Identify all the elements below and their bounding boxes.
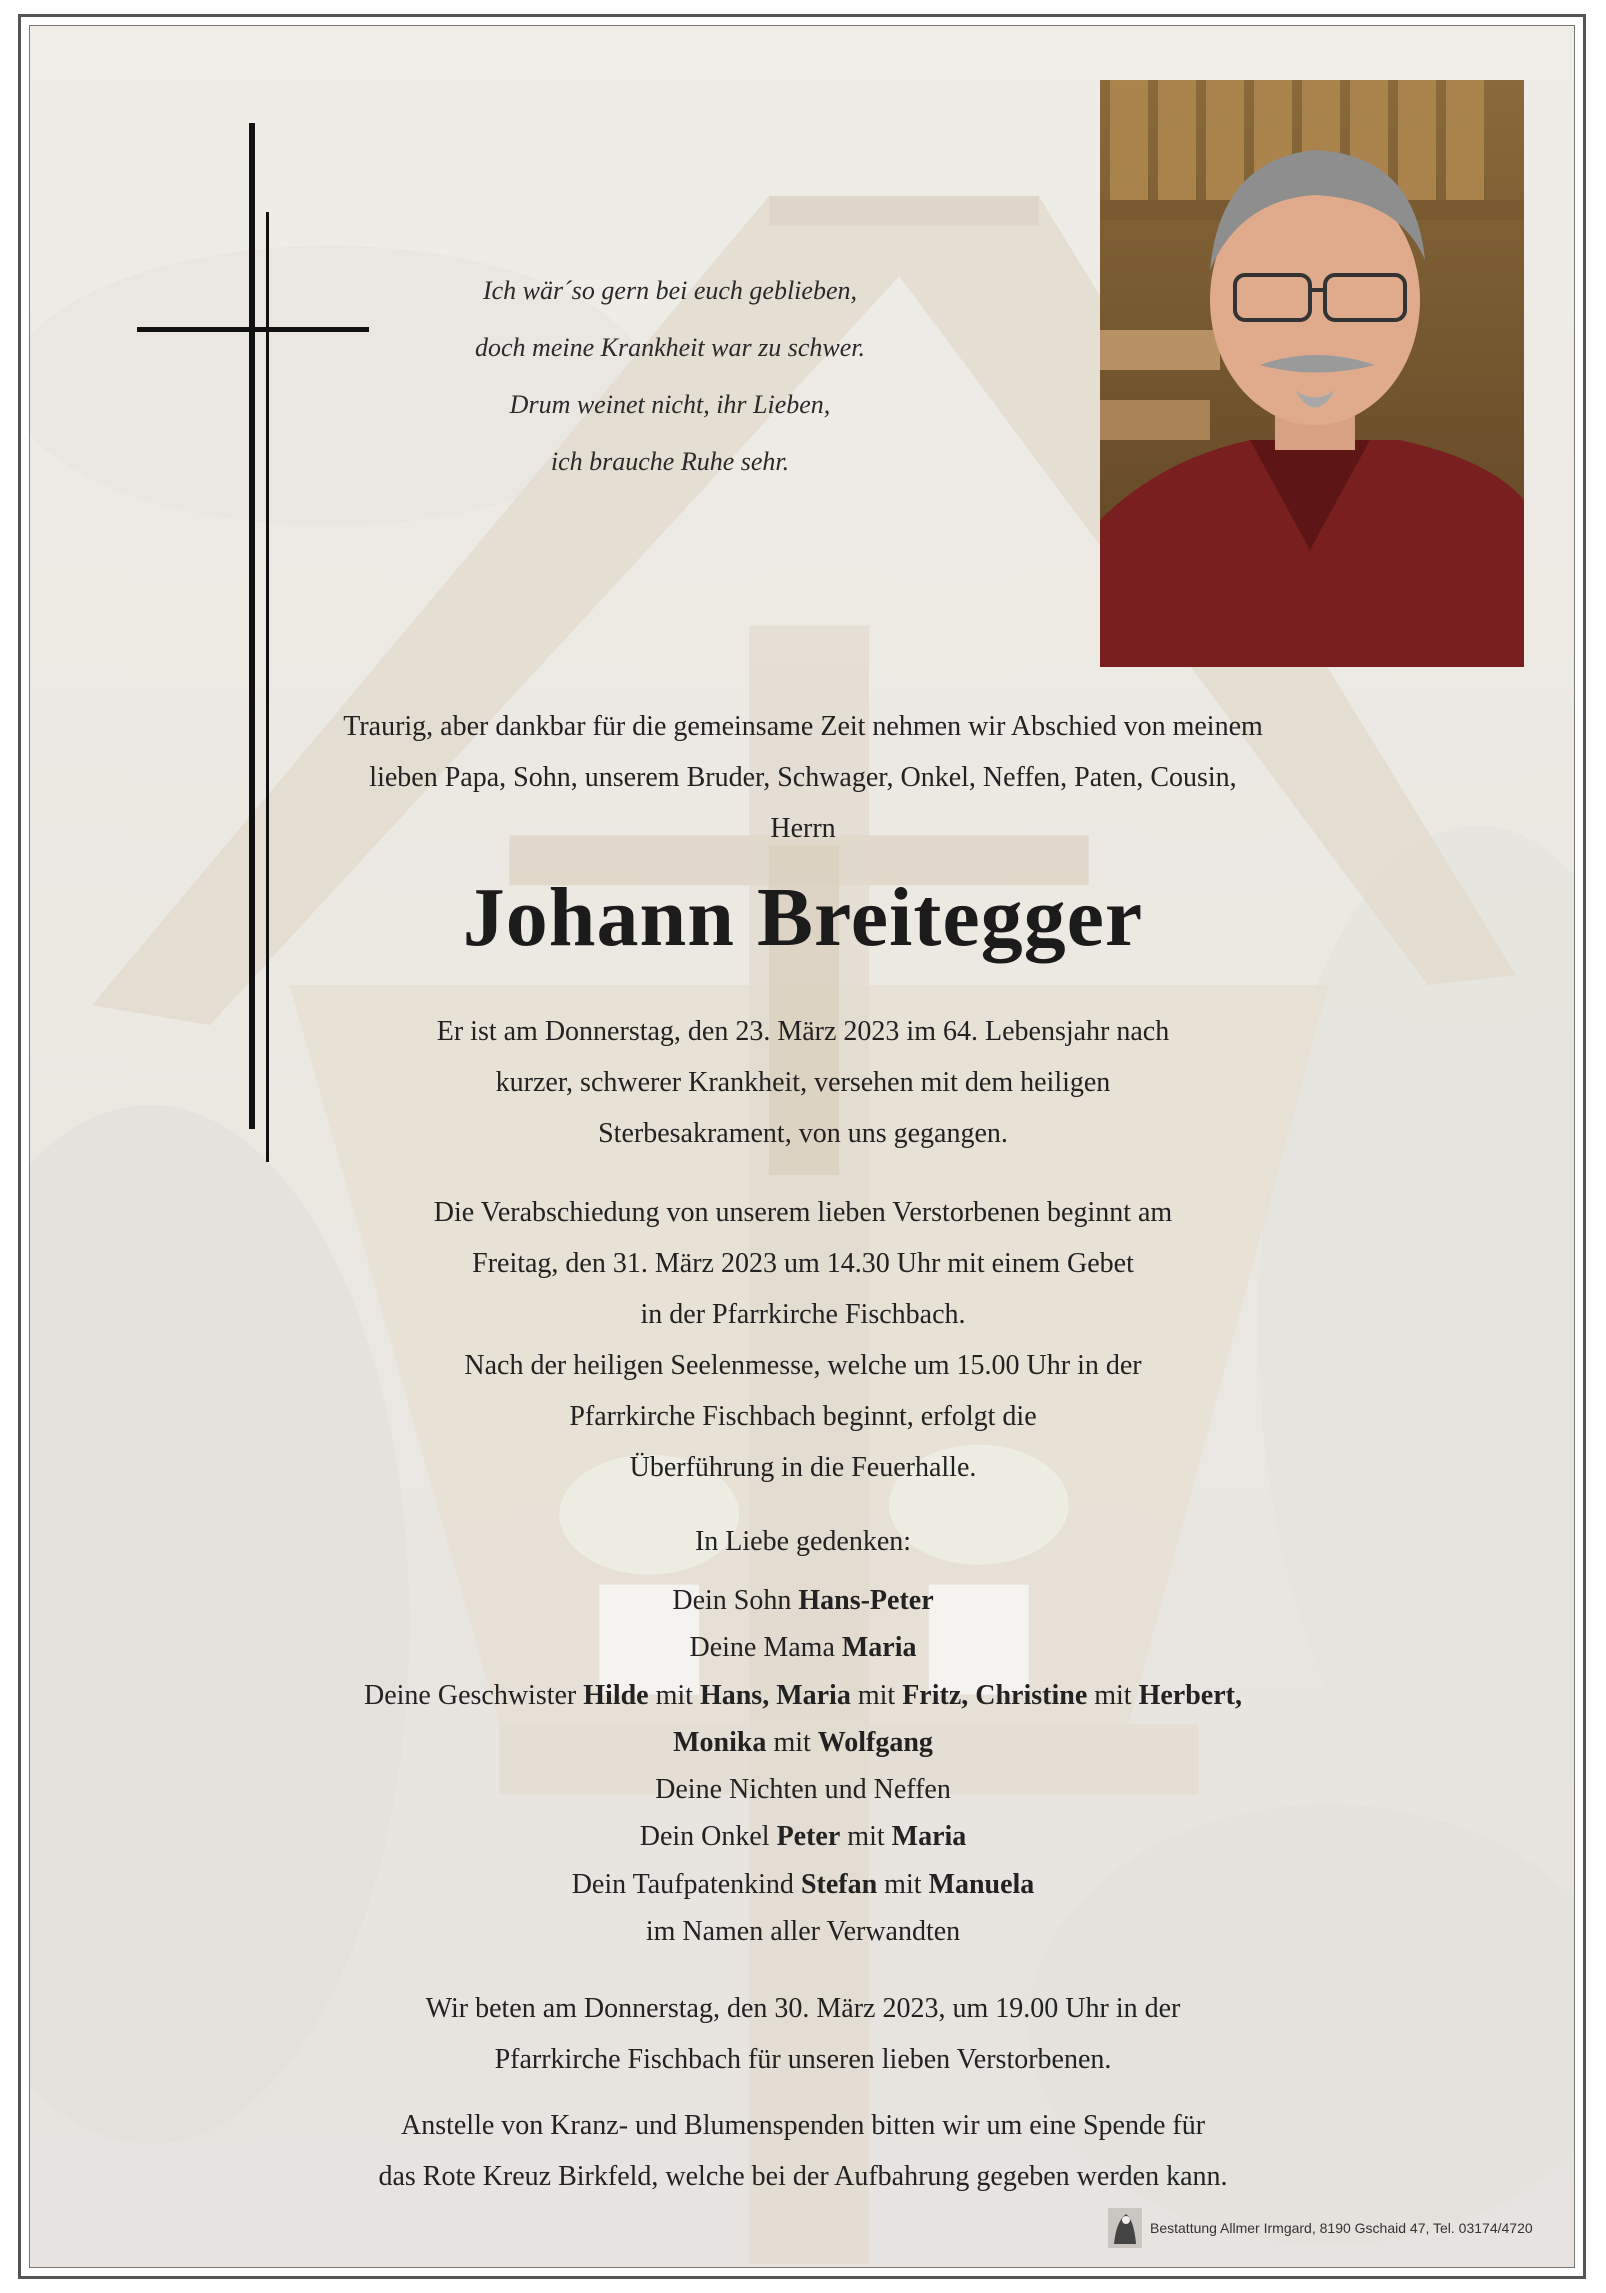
donation-line: das Rote Kreuz Birkfeld, welche bei der Aufbahrung gegeben werden kann.: [378, 2161, 1228, 2192]
mourner-with: mit: [1094, 1679, 1132, 1711]
ceremony-line: in der Pfarrkirche Fischbach.: [640, 1299, 966, 1330]
mourner-name: Stefan: [800, 1868, 878, 1900]
ceremony-line: Freitag, den 31. März 2023 um 14.30 Uhr mit einem Gebet: [472, 1248, 1134, 1279]
mourner-name: Maria: [776, 1679, 851, 1711]
mourner-name: Maria: [841, 1632, 917, 1664]
death-notice: [300, 1006, 1306, 1159]
mourner-mother: [300, 1624, 1306, 1671]
mourner-son: [300, 1577, 1306, 1624]
deceased-name: Johann Breitegger: [462, 871, 1144, 964]
mourner-name: Fritz,: [902, 1679, 969, 1711]
mourner-relation: Dein Taufpatenkind: [571, 1868, 794, 1900]
ceremony-info: [300, 1187, 1306, 1493]
intro-line: Traurig, aber dankbar für die gemeinsame Zeit nehmen wir Abschied von meinem: [343, 711, 1263, 742]
mourner-name: Hans,: [699, 1679, 770, 1711]
mourner-name: Manuela: [928, 1868, 1035, 1900]
donation-line: Anstelle von Kranz- und Blumenspenden bitten wir um eine Spende für: [400, 2110, 1206, 2141]
mourner-relation: Dein Sohn: [672, 1585, 792, 1616]
prayer-line: Pfarrkirche Fischbach für unseren lieben Verstorbenen.: [494, 2044, 1112, 2075]
mourner-siblings-cont: [300, 1719, 1306, 1766]
mourner-siblings: [300, 1672, 1306, 1719]
mourner-relation: Deine Mama: [689, 1632, 835, 1664]
mourner-closing: im Namen aller Verwandten: [645, 1916, 961, 1948]
poem: [410, 262, 930, 490]
mourner-name: Hilde: [583, 1679, 649, 1711]
ceremony-line: Die Verabschiedung von unserem lieben Verstorbenen beginnt am: [433, 1197, 1173, 1228]
ceremony-line: Pfarrkirche Fischbach beginnt, erfolgt die: [569, 1401, 1037, 1432]
funeral-home-footer: [1108, 2208, 1533, 2248]
intro-text: [300, 701, 1306, 854]
mourner-name: Maria: [891, 1821, 967, 1853]
mourner-godchild: [300, 1861, 1306, 1908]
mourner-with: mit: [847, 1821, 885, 1853]
intro-line: Herrn: [770, 813, 836, 844]
poem-line: Drum weinet nicht, ihr Lieben,: [509, 390, 831, 419]
cross-vertical-bar: [249, 123, 255, 1129]
ceremony-line: Überführung in die Feuerhalle.: [629, 1452, 977, 1483]
intro-line: lieben Papa, Sohn, unserem Bruder, Schwager, Onkel, Neffen, Paten, Cousin,: [369, 762, 1237, 793]
mourner-with: mit: [773, 1726, 811, 1758]
poem-line: ich brauche Ruhe sehr.: [550, 447, 790, 476]
mourner-name: Wolfgang: [817, 1726, 933, 1758]
ceremony-line: Nach der heiligen Seelenmesse, welche um 15.00 Uhr in der: [464, 1350, 1142, 1381]
mourner-name: Christine: [975, 1679, 1088, 1711]
mourner-with: mit: [884, 1868, 922, 1900]
mourners-heading: In Liebe gedenken:: [694, 1526, 912, 1557]
mourners-list: [300, 1577, 1306, 1955]
prayer-info: [300, 1983, 1306, 2085]
mourner-with: mit: [655, 1679, 693, 1711]
prayer-line: Wir beten am Donnerstag, den 30. März 2023, um 19.00 Uhr in der: [425, 1993, 1181, 2024]
mourners-heading-block: [300, 1516, 1306, 1567]
mourner-relation: Deine Geschwister: [364, 1679, 577, 1711]
portrait-photo: [1100, 80, 1524, 667]
poem-line: doch meine Krankheit war zu schwer.: [475, 333, 865, 362]
mourner-name: Hans-Peter: [798, 1585, 934, 1616]
footer-text: Bestattung Allmer Irmgard, 8190 Gschaid 47, Tel. 03174/4720: [1150, 2220, 1533, 2236]
death-line: kurzer, schwerer Krankheit, versehen mit dem heiligen: [495, 1067, 1111, 1098]
mourner-with: mit: [857, 1679, 896, 1711]
cross-horizontal-bar: [137, 327, 369, 332]
mourner-relation: Dein Onkel: [639, 1821, 770, 1853]
mourner-name: Herbert,: [1138, 1679, 1242, 1711]
funeral-home-logo-icon: [1108, 2208, 1142, 2248]
mourner-nieces: Deine Nichten und Neffen: [655, 1774, 951, 1806]
mourner-uncle: [300, 1813, 1306, 1860]
poem-line: Ich wär´so gern bei euch geblieben,: [482, 276, 857, 305]
cross-vertical-thin-bar: [266, 212, 269, 1162]
death-line: Er ist am Donnerstag, den 23. März 2023 im 64. Lebensjahr nach: [436, 1016, 1170, 1047]
mourner-name: Monika: [673, 1726, 767, 1758]
death-line: Sterbesakrament, von uns gegangen.: [598, 1118, 1008, 1149]
mourner-name: Peter: [776, 1821, 841, 1853]
donation-info: [300, 2100, 1306, 2202]
